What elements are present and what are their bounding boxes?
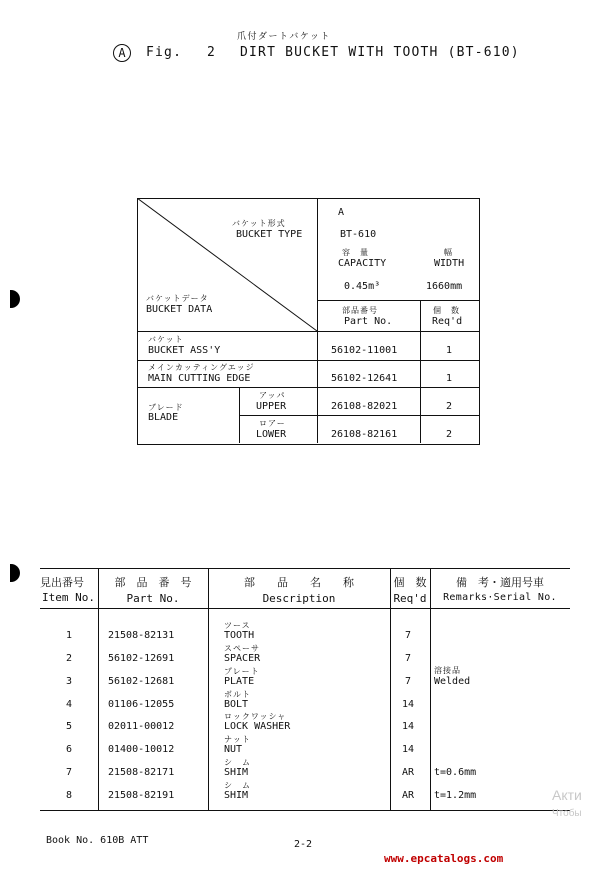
cutting-edge-qty: 1 <box>446 373 453 384</box>
desc-jp: ツース <box>224 621 251 630</box>
qty: 7 <box>404 676 412 687</box>
fig-number: 2 <box>207 45 217 60</box>
desc: SPACER <box>224 653 261 664</box>
header-remarks: Remarks·Serial No. <box>443 592 557 603</box>
desc-jp: ロックワッシャ <box>224 712 287 721</box>
fig-label: Fig. <box>146 45 183 60</box>
section-marker <box>10 564 20 582</box>
req-label: Req'd <box>432 316 463 327</box>
blade-upper-label: UPPER <box>256 401 287 412</box>
blade-upper-jp: アッパ <box>259 391 286 400</box>
desc: NUT <box>224 744 243 755</box>
bucket-type-jp: バケット形式 <box>232 219 286 228</box>
bucket-assy-part: 56102-11001 <box>331 345 398 356</box>
remark: t=0.6mm <box>434 767 477 778</box>
desc: LOCK WASHER <box>224 721 291 732</box>
header-part: Part No. <box>126 592 180 605</box>
title-japanese: 爪付ダートバケット <box>237 32 331 42</box>
desc-jp: シ ム <box>224 758 251 767</box>
cutting-edge-label: MAIN CUTTING EDGE <box>148 373 251 384</box>
figure-title: DIRT BUCKET WITH TOOTH (BT-610) <box>240 45 520 60</box>
desc: PLATE <box>224 676 255 687</box>
book-number: Book No. 610B ATT <box>46 835 149 846</box>
header-part-jp: 部 品 番 号 <box>114 576 192 589</box>
part-no-jp: 部品番号 <box>342 306 378 315</box>
blade-label: BLADE <box>148 412 179 423</box>
req-jp: 個 数 <box>433 306 460 315</box>
item-no: 1 <box>65 630 73 641</box>
bucket-assy-qty: 1 <box>446 345 453 356</box>
qty: AR <box>401 767 415 778</box>
width-value: 1660mm <box>426 281 463 292</box>
desc: SHIM <box>224 767 249 778</box>
part-no: 21508-82131 <box>108 630 175 641</box>
qty: AR <box>401 790 415 801</box>
capacity-value: 0.45m³ <box>344 281 381 292</box>
header-desc-jp: 部 品 名 称 <box>244 576 354 589</box>
blade-lower-part: 26108-82161 <box>331 429 398 440</box>
bucket-type-label: BUCKET TYPE <box>236 229 303 240</box>
part-no: 56102-12681 <box>108 676 175 687</box>
bucket-data-jp: バケットデータ <box>146 294 209 303</box>
header-req-jp: 個 数 <box>393 576 427 589</box>
part-no: 02011-00012 <box>108 721 175 732</box>
item-no: 7 <box>65 767 73 778</box>
blade-upper-qty: 2 <box>446 401 453 412</box>
bucket-data-label: BUCKET DATA <box>146 304 213 315</box>
header-desc: Description <box>262 592 336 605</box>
item-no: 3 <box>65 676 73 687</box>
capacity-jp: 容 量 <box>342 248 369 257</box>
column-letter: A <box>338 207 345 218</box>
desc: BOLT <box>224 699 249 710</box>
item-no: 6 <box>65 744 73 755</box>
part-no: 01400-10012 <box>108 744 175 755</box>
desc-jp: スペーサ <box>224 644 260 653</box>
item-no: 4 <box>65 699 73 710</box>
header-item: Item No. <box>42 591 95 604</box>
part-no: 01106-12055 <box>108 699 175 710</box>
part-no-label: Part No. <box>344 316 393 327</box>
qty: 7 <box>404 630 412 641</box>
qty: 14 <box>401 744 415 755</box>
desc-jp: ボルト <box>224 690 251 699</box>
cutting-edge-part: 56102-12641 <box>331 373 398 384</box>
bucket-model: BT-610 <box>340 229 377 240</box>
header-remarks-jp: 備 考・適用号車 <box>456 576 544 589</box>
page-number: 2-2 <box>294 839 313 850</box>
part-no: 56102-12691 <box>108 653 175 664</box>
qty: 7 <box>404 653 412 664</box>
website-link[interactable]: www.epcatalogs.com <box>384 852 504 865</box>
desc: TOOTH <box>224 630 255 641</box>
figure-circle-label: A <box>113 44 131 62</box>
capacity-label: CAPACITY <box>338 258 387 269</box>
header-item-jp: 見出番号 <box>40 576 84 589</box>
blade-lower-label: LOWER <box>256 429 287 440</box>
cutting-edge-jp: メインカッティングエッジ <box>148 363 255 372</box>
remark: Welded <box>434 676 471 687</box>
remark-jp: 溶接品 <box>434 666 461 675</box>
blade-lower-qty: 2 <box>446 429 453 440</box>
desc-jp: ナット <box>224 735 251 744</box>
header-req: Req'd <box>393 592 427 605</box>
part-no: 21508-82191 <box>108 790 175 801</box>
activation-watermark-sub: Чтобы <box>552 808 582 819</box>
desc-jp: シ ム <box>224 781 251 790</box>
width-jp: 幅 <box>444 248 453 257</box>
qty: 14 <box>401 699 415 710</box>
part-no: 21508-82171 <box>108 767 175 778</box>
blade-upper-part: 26108-82021 <box>331 401 398 412</box>
item-no: 5 <box>65 721 73 732</box>
activation-watermark: Акти <box>552 787 582 803</box>
width-label: WIDTH <box>434 258 465 269</box>
item-no: 2 <box>65 653 73 664</box>
remark: t=1.2mm <box>434 790 477 801</box>
blade-lower-jp: ロアー <box>259 419 286 428</box>
item-no: 8 <box>65 790 73 801</box>
desc-jp: プレート <box>224 667 260 676</box>
qty: 14 <box>401 721 415 732</box>
section-marker <box>10 290 20 308</box>
desc: SHIM <box>224 790 249 801</box>
bucket-assy-jp: バケット <box>148 335 184 344</box>
blade-jp: ブレード <box>148 403 184 412</box>
bucket-assy-label: BUCKET ASS'Y <box>148 345 221 356</box>
